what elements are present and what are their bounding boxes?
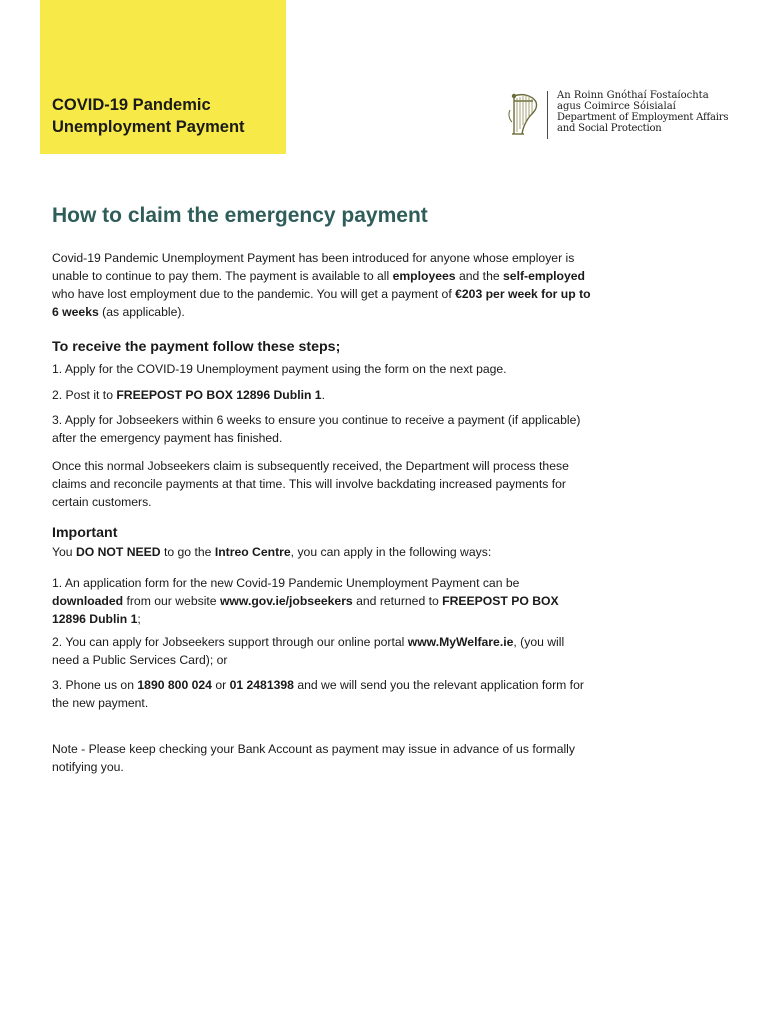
- step-3: 3. Apply for Jobseekers within 6 weeks to ensure you continue to receive a payment (if applicable) after the emergency payment has finished.: [52, 413, 581, 445]
- w1-text-2: from our website: [123, 594, 220, 608]
- w1-bold-downloaded: downloaded: [52, 594, 124, 608]
- step-2-text: 2. Post it to: [52, 388, 117, 402]
- logo-text: [557, 90, 728, 134]
- w3-phone-2: 01 2481398: [229, 678, 294, 692]
- logo-english-line-1: Department of Employment Affairs: [557, 112, 729, 123]
- w1-website: www.gov.ie/jobseekers: [219, 594, 353, 608]
- step-2-address: FREEPOST PO BOX 12896 Dublin 1: [116, 388, 322, 402]
- w1-text-1: 1. An application form for the new Covid-19 Pandemic Unemployment Payment can be: [52, 576, 520, 590]
- intro-paragraph: [52, 249, 592, 321]
- step-2-end: .: [321, 388, 325, 402]
- w2-text-2: , (you will need a Public Services Card); or: [52, 635, 565, 667]
- w3-phone-1: 1890 800 024: [137, 678, 212, 692]
- step-2: [52, 386, 592, 404]
- logo-irish-line-1: An Roinn Gnóthaí Fostaíochta: [557, 90, 709, 101]
- nn-text-1: You: [52, 545, 76, 559]
- step-1: 1. Apply for the COVID-19 Unemployment payment using the form on the next page.: [52, 362, 507, 376]
- intro-text-4: (as applicable).: [98, 305, 185, 319]
- note-paragraph: Note - Please keep checking your Bank Account as payment may issue in advance of us formally notifying you.: [52, 742, 575, 774]
- w2-portal: www.MyWelfare.ie: [407, 635, 514, 649]
- logo-english-line-2: and Social Protection: [557, 123, 662, 134]
- w2-text-1: 2. You can apply for Jobseekers support through our online portal: [52, 635, 408, 649]
- title-banner: [40, 0, 286, 154]
- w1-address: FREEPOST PO BOX 12896 Dublin 1: [52, 594, 559, 626]
- banner-title-line-1: COVID-19 Pandemic: [52, 96, 211, 114]
- harp-icon: [506, 92, 540, 138]
- do-not-need-line: [52, 543, 592, 561]
- intro-bold-employees: employees: [392, 269, 456, 283]
- intro-bold-self-employed: self-employed: [503, 269, 585, 283]
- logo-irish-line-2: agus Coimirce Sóisialaí: [557, 101, 676, 112]
- way-1: [52, 574, 592, 628]
- way-2: [52, 633, 592, 669]
- w3-text-3: and we will send you the relevant application form for the new payment.: [52, 678, 584, 710]
- nn-text-3: , you can apply in the following ways:: [290, 545, 492, 559]
- way-3: [52, 676, 592, 712]
- intro-text-3: who have lost employment due to the pandemic. You will get a payment of: [52, 287, 456, 301]
- main-content: [52, 200, 592, 776]
- nn-text-2: to go the: [160, 545, 215, 559]
- logo-divider: [547, 91, 548, 139]
- banner-title-line-2: Unemployment Payment: [52, 118, 245, 136]
- nn-bold-1: DO NOT NEED: [75, 545, 161, 559]
- department-logo: [506, 90, 729, 142]
- intro-text-1: Covid-19 Pandemic Unemployment Payment has been introduced for anyone whose employer is unable to continue to pay them. The payment is available to all: [52, 251, 575, 283]
- w3-text-2: or: [211, 678, 230, 692]
- important-heading: Important: [52, 525, 118, 541]
- w1-text-4: ;: [137, 612, 141, 626]
- intro-text-2: and the: [455, 269, 504, 283]
- intro-bold-amount: €203 per week for up to 6 weeks: [52, 287, 591, 319]
- steps-heading: To receive the payment follow these steps;: [52, 339, 341, 355]
- w1-text-3: and returned to: [352, 594, 443, 608]
- jobseekers-paragraph: Once this normal Jobseekers claim is subsequently received, the Department will process these claims and reconcile payments at that time. This will involve backdating increased payments for certain customers.: [52, 459, 569, 509]
- page-heading: How to claim the emergency payment: [52, 204, 428, 227]
- nn-bold-2: Intreo Centre: [214, 545, 291, 559]
- w3-text-1: 3. Phone us on: [52, 678, 138, 692]
